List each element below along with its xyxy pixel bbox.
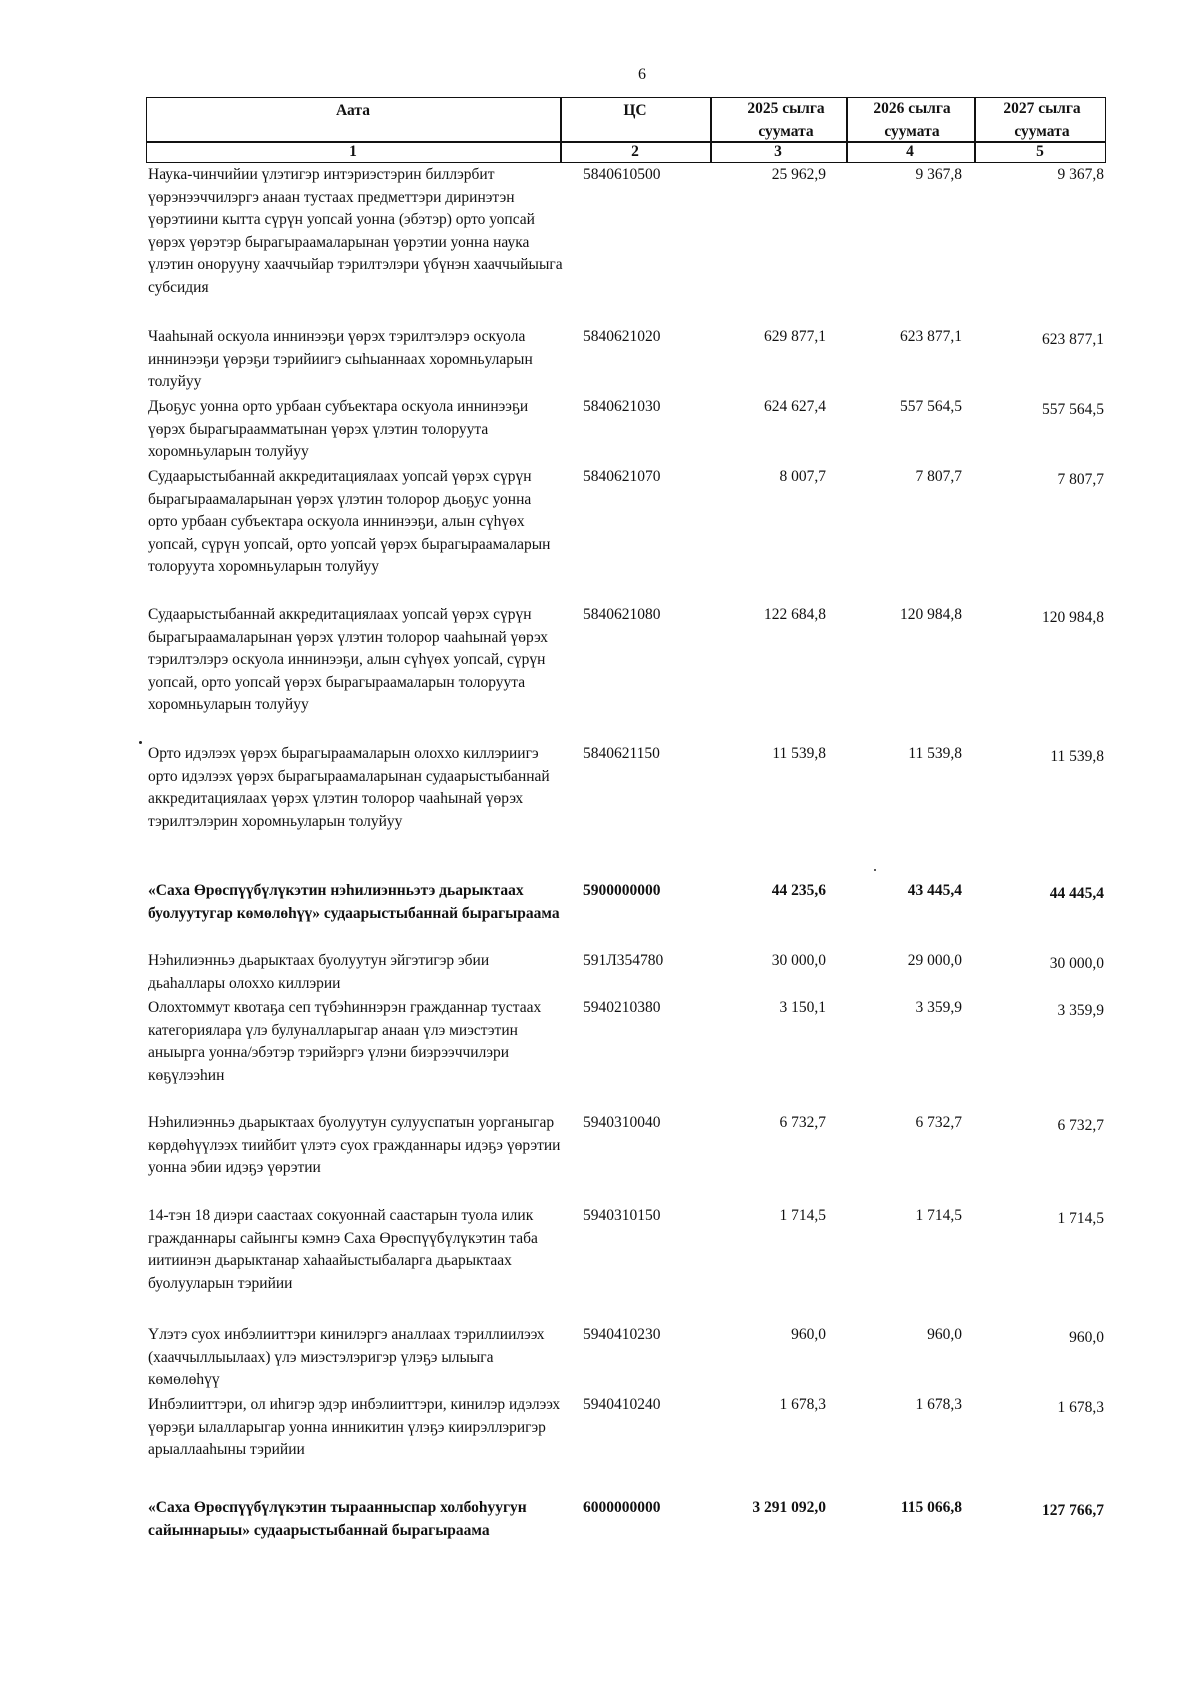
row-2025: 30 000,0 bbox=[771, 952, 826, 969]
row-name: 14-тэн 18 диэри саастаах сокуоннай саастарын туола илик гражданнары сайынгы кэмнэ Саха Өрөспүүбүлүкэтин таба иитиинэн дьарыктанар хаһаайыстыбаларга дьарыктаах буолууларын тэрийии bbox=[148, 1207, 538, 1292]
row-code: 5840621080 bbox=[583, 606, 661, 623]
header-code: ЦС bbox=[623, 102, 647, 119]
row-2025: 1 714,5 bbox=[779, 1207, 826, 1224]
row-name: «Саха Өрөспүүбүлүкэтин нэһилиэнньэтэ дьарыктаах буолуутугар көмөлөһүү» судаарыстыбаннай бырагыраама bbox=[148, 882, 560, 922]
header-2026: 2026 сылга суумата bbox=[873, 100, 951, 140]
row-code: 5900000000 bbox=[583, 882, 661, 899]
row-2027: 1 678,3 bbox=[1057, 1399, 1104, 1416]
row-2027: 557 564,5 bbox=[1042, 401, 1104, 418]
row-2026: 9 367,8 bbox=[915, 166, 962, 183]
row-code: 5840621030 bbox=[583, 398, 661, 415]
row-2027: 7 807,7 bbox=[1057, 471, 1104, 488]
row-2025: 8 007,7 bbox=[779, 468, 826, 485]
row-2025: 6 732,7 bbox=[779, 1114, 826, 1131]
page-number: 6 bbox=[638, 66, 646, 83]
row-code: 5940410240 bbox=[583, 1396, 661, 1413]
header-num-1: 1 bbox=[349, 143, 357, 160]
row-code: 5840621020 bbox=[583, 328, 661, 345]
row-code: 591Л354780 bbox=[583, 952, 664, 969]
row-code: 5940310150 bbox=[583, 1207, 661, 1224]
row-code: 5940410230 bbox=[583, 1326, 661, 1343]
header-num-3: 3 bbox=[774, 143, 782, 160]
row-2027: 30 000,0 bbox=[1049, 955, 1104, 972]
row-2025: 960,0 bbox=[791, 1326, 826, 1343]
row-2027: 960,0 bbox=[1069, 1329, 1104, 1346]
header-num-5: 5 bbox=[1036, 143, 1044, 160]
row-2027: 9 367,8 bbox=[1057, 166, 1104, 183]
row-2026: 115 066,8 bbox=[900, 1499, 962, 1516]
row-name: Инбэлииттэри, ол иһигэр эдэр инбэлииттэри, кинилэр идэлээх үөрэҕи ылалларыгар уонна инникитин үлэҕэ киирэллэригэр арыаллааһыны тэрийии bbox=[148, 1396, 561, 1459]
row-2025: 1 678,3 bbox=[779, 1396, 826, 1413]
row-2026: 3 359,9 bbox=[915, 999, 962, 1016]
header-name: Аата bbox=[336, 102, 370, 119]
row-2026: 29 000,0 bbox=[907, 952, 962, 969]
row-name: Орто идэлээх үөрэх бырагыраамаларын олоххо киллэриигэ орто идэлээх үөрэх бырагыраамаларынан судаарыстыбаннай аккредитациялаах үөрэх үлэтин толорор чааһынай үөрэх тэрилтэлэрин хоромньуларын толуйуу bbox=[148, 745, 550, 830]
row-name: Олохтоммут квотаҕа сеп түбэһиннэрэн гражданнар тустаах категорияларa үлэ булуналларыгар анаан үлэ миэстэтин аныырга уонна/эбэтэр тэрийэргэ үлэни биэрээччилэри көҕүлээһин bbox=[148, 999, 542, 1084]
row-name: Чааһынай оскуола иннинээҕи үөрэх тэрилтэлэрэ оскуола иннинээҕи үөрэҕи тэрийиигэ сыһыаннаах хоромньуларын толуйуу bbox=[148, 328, 533, 391]
row-2026: 120 984,8 bbox=[900, 606, 962, 623]
scan-speck bbox=[874, 869, 876, 871]
row-name: Нэһилиэнньэ дьарыктаах буолуутун эйгэтигэр эбии дьаһаллары олоххо киллэрии bbox=[148, 952, 490, 992]
row-name: Судаарыстыбаннай аккредитациялаах уопсай үөрэх сүрүн бырагыраамаларынан үөрэх үлэтин толорор дьоҕус уонна орто урбаан субъектара оскуола иннинээҕи, алын сүһүөх уопсай, сүрүн уопсай, орто уопсай үөрэх бырагыраамаларын толоруута хоромньуларын толуйуу bbox=[148, 468, 551, 576]
header-num-4: 4 bbox=[906, 143, 914, 160]
row-2026: 43 445,4 bbox=[907, 882, 962, 899]
row-2027: 3 359,9 bbox=[1057, 1002, 1104, 1019]
row-2027: 11 539,8 bbox=[1050, 748, 1104, 765]
header-num-2: 2 bbox=[631, 143, 639, 160]
row-2025: 629 877,1 bbox=[764, 328, 826, 345]
row-2027: 1 714,5 bbox=[1057, 1210, 1104, 1227]
header-2027: 2027 сылга суумата bbox=[1003, 100, 1081, 140]
row-code: 6000000000 bbox=[583, 1499, 661, 1516]
row-2025: 11 539,8 bbox=[772, 745, 826, 762]
row-2026: 1 714,5 bbox=[915, 1207, 962, 1224]
row-code: 5840610500 bbox=[583, 166, 661, 183]
row-2027: 6 732,7 bbox=[1057, 1117, 1104, 1134]
row-2025: 25 962,9 bbox=[771, 166, 826, 183]
row-2027: 44 445,4 bbox=[1049, 885, 1104, 902]
row-code: 5940310040 bbox=[583, 1114, 661, 1131]
row-name: Наука-чинчийии үлэтигэр интэриэстэрин биллэрбит үөрэнээччилэргэ анаан тустаах предметтэри диринэтэн үөрэтиини кытта сүрүн уопсай уонна (эбэтэр) орто уопсай үөрэх үөрэтэр бырагыраамаларынан үөрэтии уонна наука үлэтин онорууну хааччыйар тэрилтэлэри үбүнэн хааччыйыыга субсидия bbox=[148, 166, 563, 296]
row-2026: 1 678,3 bbox=[915, 1396, 962, 1413]
row-code: 5840621150 bbox=[583, 745, 660, 762]
row-2027: 623 877,1 bbox=[1042, 331, 1104, 348]
row-2025: 122 684,8 bbox=[764, 606, 826, 623]
row-2026: 11 539,8 bbox=[908, 745, 962, 762]
row-2026: 960,0 bbox=[927, 1326, 962, 1343]
row-2025: 3 150,1 bbox=[779, 999, 826, 1016]
row-code: 5840621070 bbox=[583, 468, 661, 485]
row-name: Үлэтэ суох инбэлииттэри кинилэргэ аналлаах тэриллиилээх (хааччыллыылаах) үлэ миэстэлэригэр үлэҕэ ылыыга көмөлөһүү bbox=[148, 1326, 545, 1389]
row-2026: 6 732,7 bbox=[915, 1114, 962, 1131]
row-2025: 3 291 092,0 bbox=[752, 1499, 826, 1516]
row-2027: 127 766,7 bbox=[1042, 1502, 1104, 1519]
row-2026: 623 877,1 bbox=[900, 328, 962, 345]
row-name: Дьоҕус уонна орто урбаан субъектара оскуола иннинээҕи үөрэх бырагыраамматынан үөрэх үлэтин толоруута хоромньуларын толуйуу bbox=[148, 398, 529, 461]
header-2025: 2025 сылга суумата bbox=[747, 100, 825, 140]
row-2025: 624 627,4 bbox=[764, 398, 826, 415]
row-name: «Саха Өрөспүүбүлүкэтин тыраанныспар холбоһуугун сайыннарыы» судаарыстыбаннай бырагыраама bbox=[148, 1499, 527, 1539]
scan-speck bbox=[139, 741, 142, 744]
row-name: Судаарыстыбаннай аккредитациялаах уопсай үөрэх сүрүн бырагыраамаларынан үөрэх үлэтин толорор чааһынай үөрэх тэрилтэлэрэ оскуола иннинээҕи, алын сүһүөх уопсай, сүрүн уопсай, орто уопсай үөрэх бырагыраамаларын толоруута хоромньуларын толуйуу bbox=[148, 606, 548, 714]
row-2027: 120 984,8 bbox=[1042, 609, 1104, 626]
row-code: 5940210380 bbox=[583, 999, 661, 1016]
row-2026: 7 807,7 bbox=[915, 468, 962, 485]
row-name: Нэһилиэнньэ дьарыктаах буолуутун сулууспатын уорганыгар көрдөһүүлээх тиийбит үлэтэ суох гражданнары идэҕэ үөрэтии уонна эбии идэҕэ үөрэтии bbox=[148, 1114, 561, 1177]
table-header bbox=[146, 97, 1106, 163]
row-2026: 557 564,5 bbox=[900, 398, 962, 415]
row-2025: 44 235,6 bbox=[771, 882, 826, 899]
